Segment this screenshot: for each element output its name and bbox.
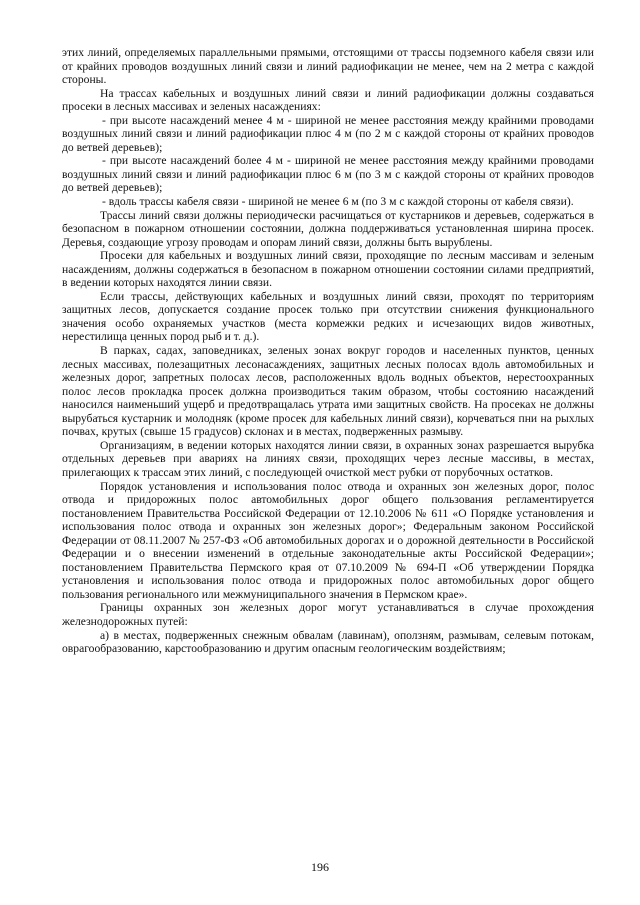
list-item-below-4m: - при высоте насаждений менее 4 м - шириной не менее расстояния между крайними проводами воздушных линий связи и линий радиофикации плюс 4 м (по 2 м с каждой стороны от крайних проводов до ветвей деревьев); <box>62 113 594 154</box>
list-item-above-4m: - при высоте насаждений более 4 м - шириной не менее расстояния между крайними проводами воздушных линий связи и линий радиофикации плюс 6 м (по 3 м с каждой стороны от крайних проводов до ветвей деревьев); <box>62 154 594 195</box>
paragraph-clearing-maintenance: Просеки для кабельных и воздушных линий связи, проходящие по лесным массивам и зеленым насаждениям, должны содержаться в безопасном в пожарном отношении состоянии силами предприятий, в ведении которых находятся линии связи. <box>62 249 594 290</box>
page-number: 196 <box>311 860 329 874</box>
paragraph-railway-zones: Границы охранных зон железных дорог могут устанавливаться в случае прохождения железнодорожных путей: <box>62 601 594 628</box>
list-item-a-hazards: а) в местах, подверженных снежным обвалам (лавинам), оползням, размывам, селевым потокам, оврагообразованию, карстообразованию и другим опасным геологическим воздействиям; <box>62 628 594 656</box>
paragraph-regulations: Порядок установления и использования полос отвода и охранных зон железных дорог, полос отвода и придорожных полос автомобильных дорог общего пользования регламентируется постановлением Правительства Российской Федерации от 12.10.2006 № 611 «О Порядке установления и использования полос отвода и охранных зон железных дорог»; Федеральным законом Российской Федерации от 08.11.2007 № 257-ФЗ «Об автомобильных дорогах и о дорожной деятельности в Российской Федерации и о внесении изменений в отдельные законодательные акты Российской Федерации»; постановлением Правительства Пермского края от 07.10.2009 № 694-П «Об утверждении Порядка установления и использования полос отвода и придорожных полос автомобильных дорог общего пользования регионального или межмуниципального значения в Пермском крае». <box>62 479 594 601</box>
paragraph-tree-felling: Организациям, в ведении которых находятся линии связи, в охранных зонах разрешается вырубка отдельных деревьев при авариях на линиях связи, проходящих через лесные массивы, в местах, прилегающих к трассам этих линий, с последующей очисткой мест рубки от порубочных остатков. <box>62 438 594 479</box>
paragraph-continuation: этих линий, определяемых параллельными прямыми, отстоящими от трассы подземного кабеля связи или от крайних проводов воздушных линий связи и линий радиофикации не менее, чем на 2 метра с каждой стороны. <box>62 46 594 87</box>
list-item-cable-route: - вдоль трассы кабеля связи - шириной не менее 6 м (по 3 м с каждой стороны от кабеля связи). <box>102 195 574 209</box>
document-page <box>62 46 594 656</box>
paragraph-clearings-intro: На трассах кабельных и воздушных линий связи и линий радиофикации должны создаваться просеки в лесных массивах и зеленых насаждениях: <box>62 86 594 114</box>
paragraph-protective-forests: Если трассы, действующих кабельных и воздушных линий связи, проходят по территориям защитных лесов, допускается создание просек только при отсутствии снижения функционального значения особо охраняемых участков (места кормежки редких и исчезающих видов животных, нерестилища ценных пород рыб и т. д.). <box>62 289 594 344</box>
paragraph-route-clearing: Трассы линий связи должны периодически расчищаться от кустарников и деревьев, содержаться в безопасном в пожарном отношении состоянии, должна поддерживаться установленная ширина просек. Деревья, создающие угрозу проводам и опорам линий связи, должны быть вырублены. <box>62 208 594 249</box>
paragraph-parks-gardens: В парках, садах, заповедниках, зеленых зонах вокруг городов и населенных пунктов, ценных лесных массивах, полезащитных лесонасаждениях, защитных лесных полосах вдоль автомобильных и железных дорог, запретных полосах лесов, расположенных вдоль водных объектов, нерестоохранных полос лесов прокладка просек должна производиться таким образом, чтобы состоянию насаждений наносился наименьший ущерб и предотвращалась утрата ими защитных свойств. На просеках не должны вырубаться кустарник и молодняк (кроме просек для кабельных линий связи), корчеваться пни на рыхлых почвах, крутых (свыше 15 градусов) склонах и в местах, подверженных размыву. <box>62 344 594 439</box>
